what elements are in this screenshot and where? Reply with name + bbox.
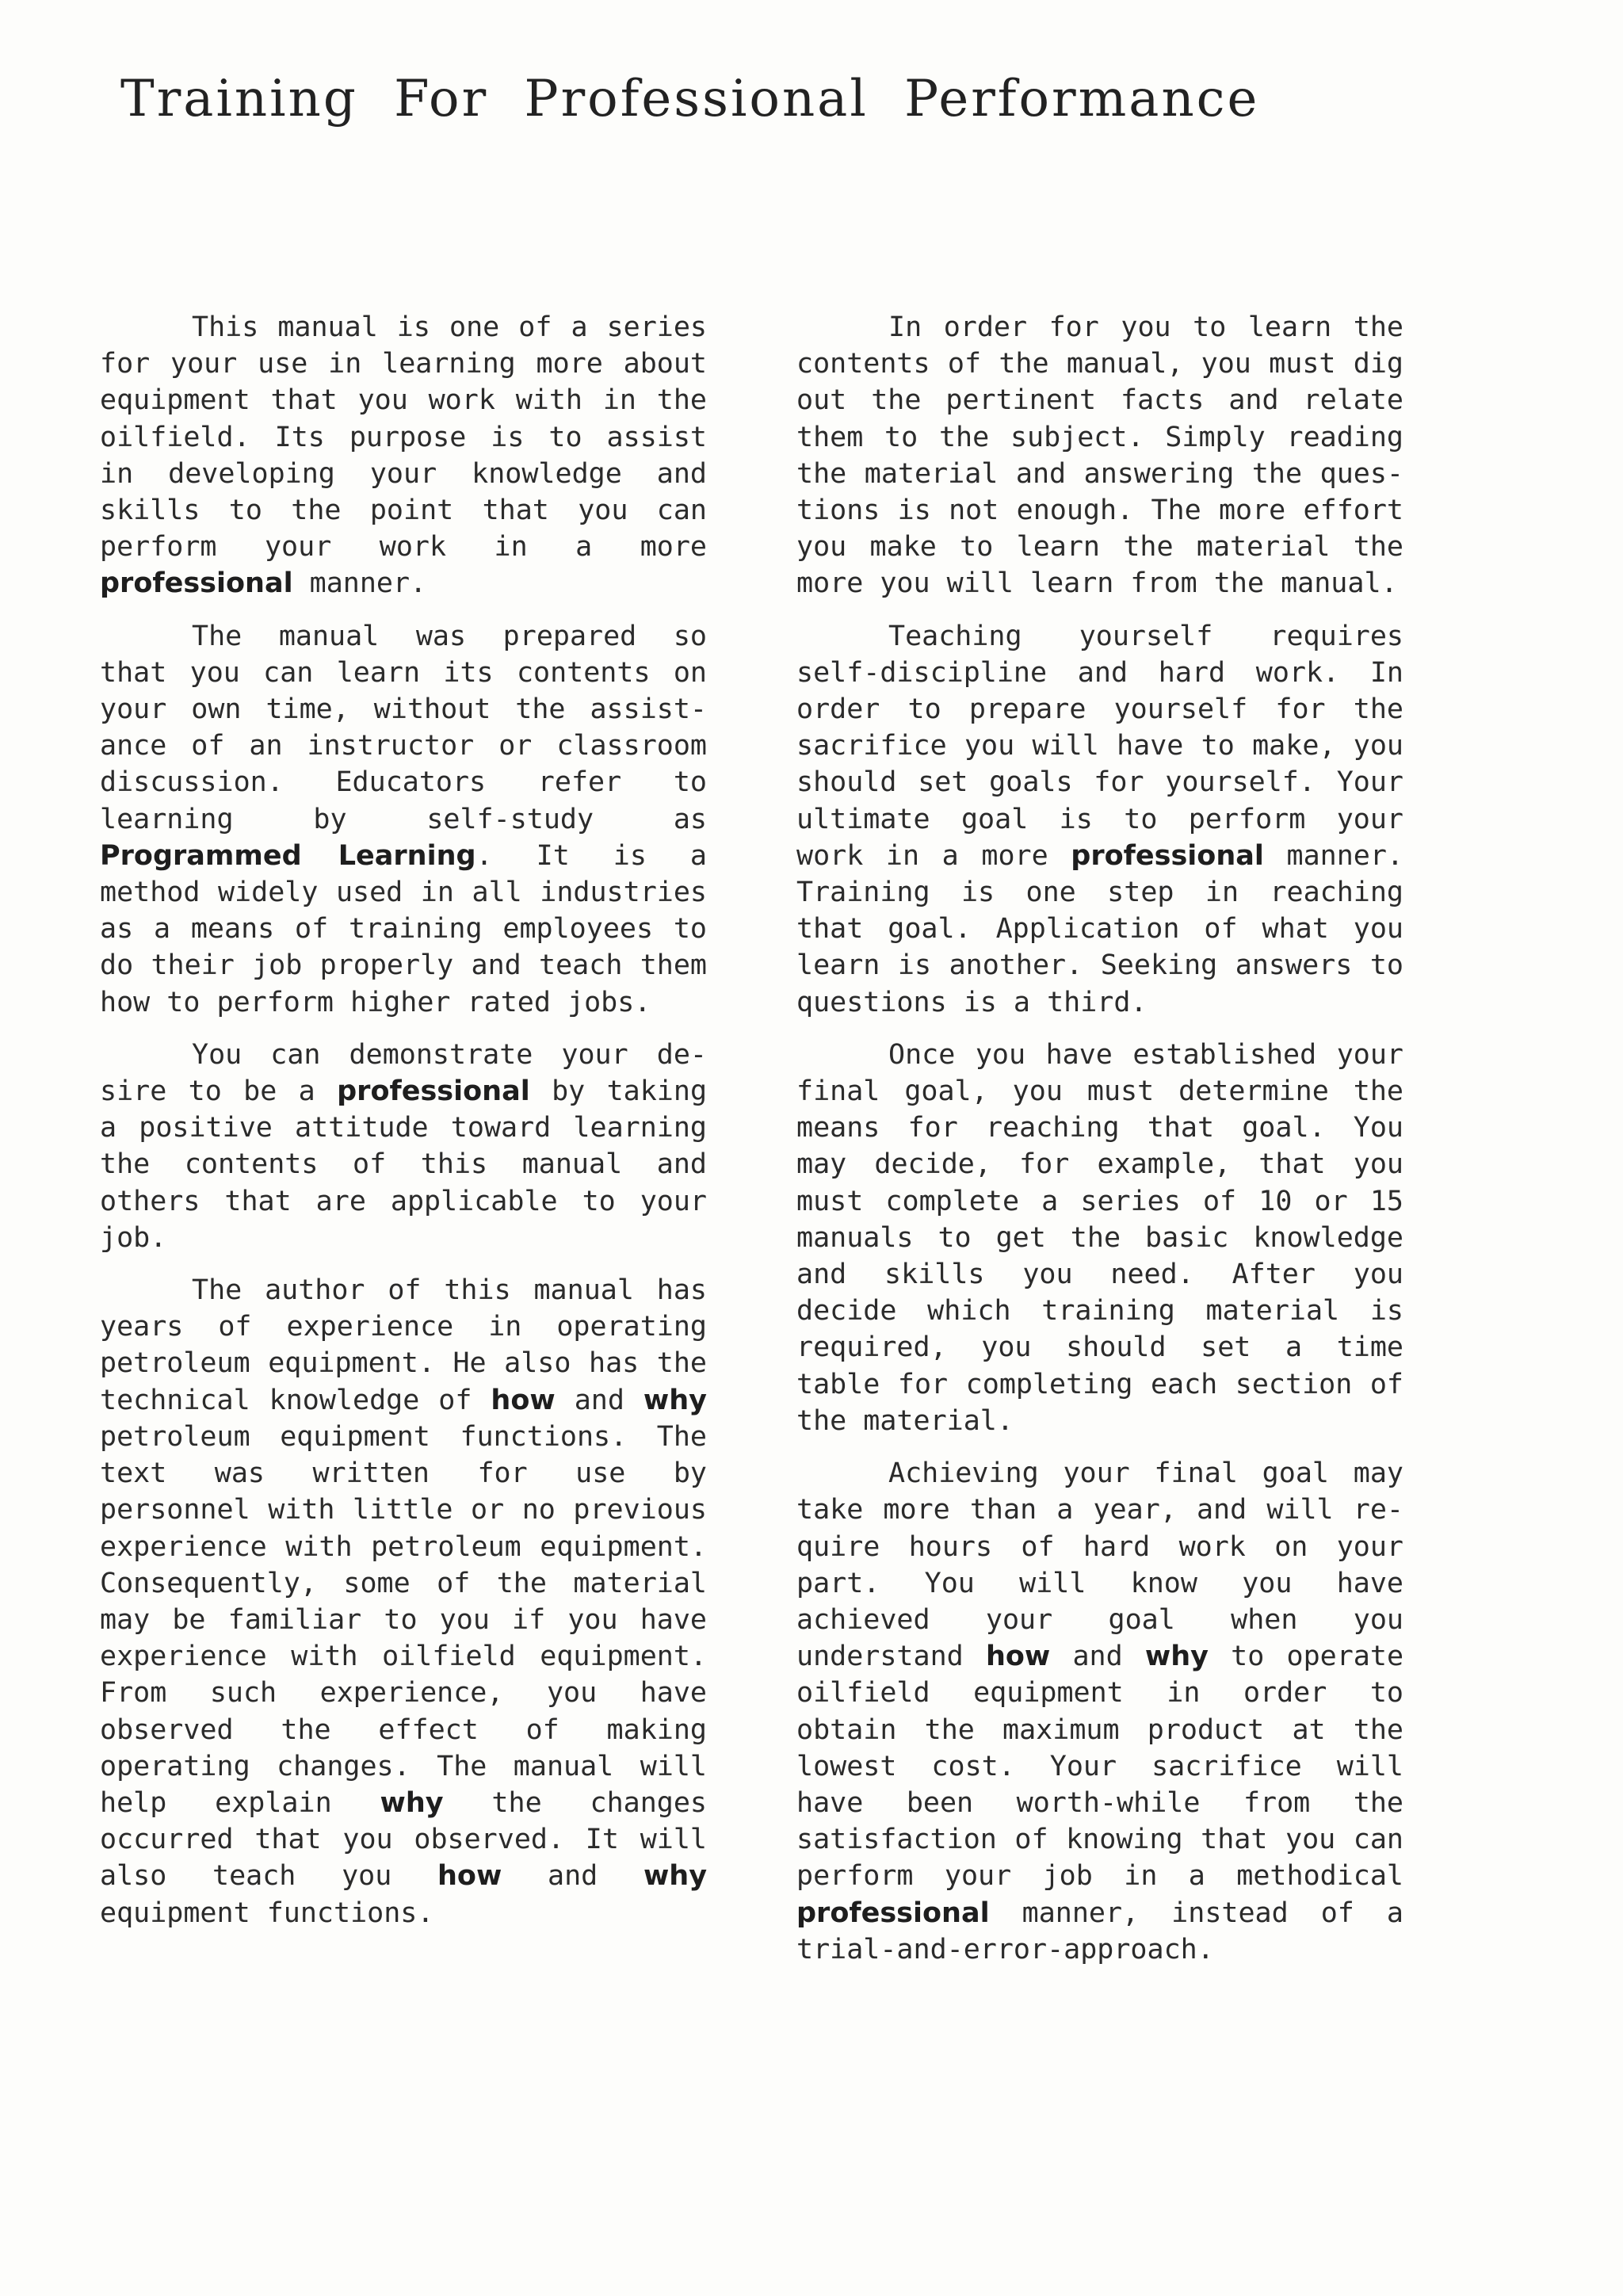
paragraph-text: the changes occurred that you observed. It will also teach you [100,1786,707,1893]
paragraph-text: This manual is one of a series for your use in learning more about equipment that you work with in the oilfield. Its purpose is to assist in developing your knowledge and skills to the point that you can perform your work in a more [100,311,707,563]
emphasized-term: professional [796,1897,990,1929]
emphasized-term: how [491,1384,556,1416]
emphasized-term: Programmed Learning [100,839,476,872]
paragraph-text: You can demonstrate your desire to be a [100,1038,707,1108]
paragraph-text: Achieving your final goal may take more than a year, and will require hours of hard work on your part. You will know you have achieved your goal when you understand [796,1457,1403,1673]
paragraph-text: equipment functions. [100,1897,434,1929]
paragraph [796,309,1403,602]
paragraph [100,309,707,602]
paragraph-text: petroleum equipment functions. The text was written for use by personnel with little or no previous experience with petroleum equipment. Consequently, some of the material may be familiar to you if you have experience with oilfield equipment. From such experience, you have observed the effect of making operating changes. The manual will help explain [100,1420,707,1819]
paragraph-text: by taking a positive attitude toward learning the contents of this manual and others that are applicable to your job. [100,1075,708,1254]
emphasized-term: how [985,1641,1051,1673]
paragraph-text: manner, instead of a trial-and-error-approach. [796,1897,1403,1966]
paragraph-text: and [502,1860,643,1893]
paragraph-text: In order for you to learn the contents of the manual, you must dig out the pertinent facts and relate them to the subject. Simply reading the material and answering the questions is not enough. The more effort you make to learn the material the more you will learn from the manual. [796,311,1403,600]
paragraph [796,1455,1403,1968]
paragraph [796,1037,1403,1439]
emphasized-term: why [1144,1641,1209,1673]
paragraph-text: . It is a method widely used in all industries as a means of training employees to do their job properly and teach them how to perform higher rated jobs. [100,839,707,1018]
emphasized-term: professional [1071,839,1264,872]
paragraph [796,618,1403,1021]
paragraph-text: The author of this manual has years of experience in operating petroleum equipment. He also has the technical knowledge of [100,1274,707,1416]
left-column [100,309,707,1947]
paragraph-text: Once you have established your final goal, you must determine the means for reaching that goal. You may decide, for example, that you must complete a series of 10 or 15 manuals to get the basic knowledge and skills you need. After you decide which training material is required, you should set a time table for completing each section of the material. [796,1038,1403,1437]
paragraph-text: Teaching yourself requires self-discipline and hard work. In order to prepare yourself for the sacrifice you will have to make, you should set goals for yourself. Your ultimate goal is to perform your work in a more [796,620,1403,872]
right-column [796,309,1403,1984]
paragraph [100,1037,707,1256]
paragraph-text: The manual was prepared so that you can learn its contents on your own time, without the assistance of an instructor or classroom discussion. Educators refer to learning by self-study as [100,620,707,835]
paragraph-text: and [1050,1641,1145,1673]
emphasized-term: professional [337,1075,530,1108]
emphasized-term: how [437,1860,502,1893]
emphasized-term: why [643,1860,708,1893]
paragraph [100,1272,707,1931]
emphasized-term: professional [100,567,293,600]
page-title: Training For Professional Performance [120,70,1260,128]
paragraph [100,618,707,1021]
paragraph-text: and [555,1384,643,1416]
paragraph-text: manner. [292,567,427,600]
emphasized-term: why [380,1786,444,1819]
paragraph-text: manner. Training is one step in reaching that goal. Application of what you learn is another. Seeking answers to questions is a third. [796,839,1404,1018]
emphasized-term: why [643,1384,707,1416]
paragraph-text: to operate oilfield equipment in order to obtain the maximum product at the lowest cost. Your sacrifice will have been worth-while from the satisfaction of knowing that you can perform your job in a methodical [796,1641,1404,1893]
